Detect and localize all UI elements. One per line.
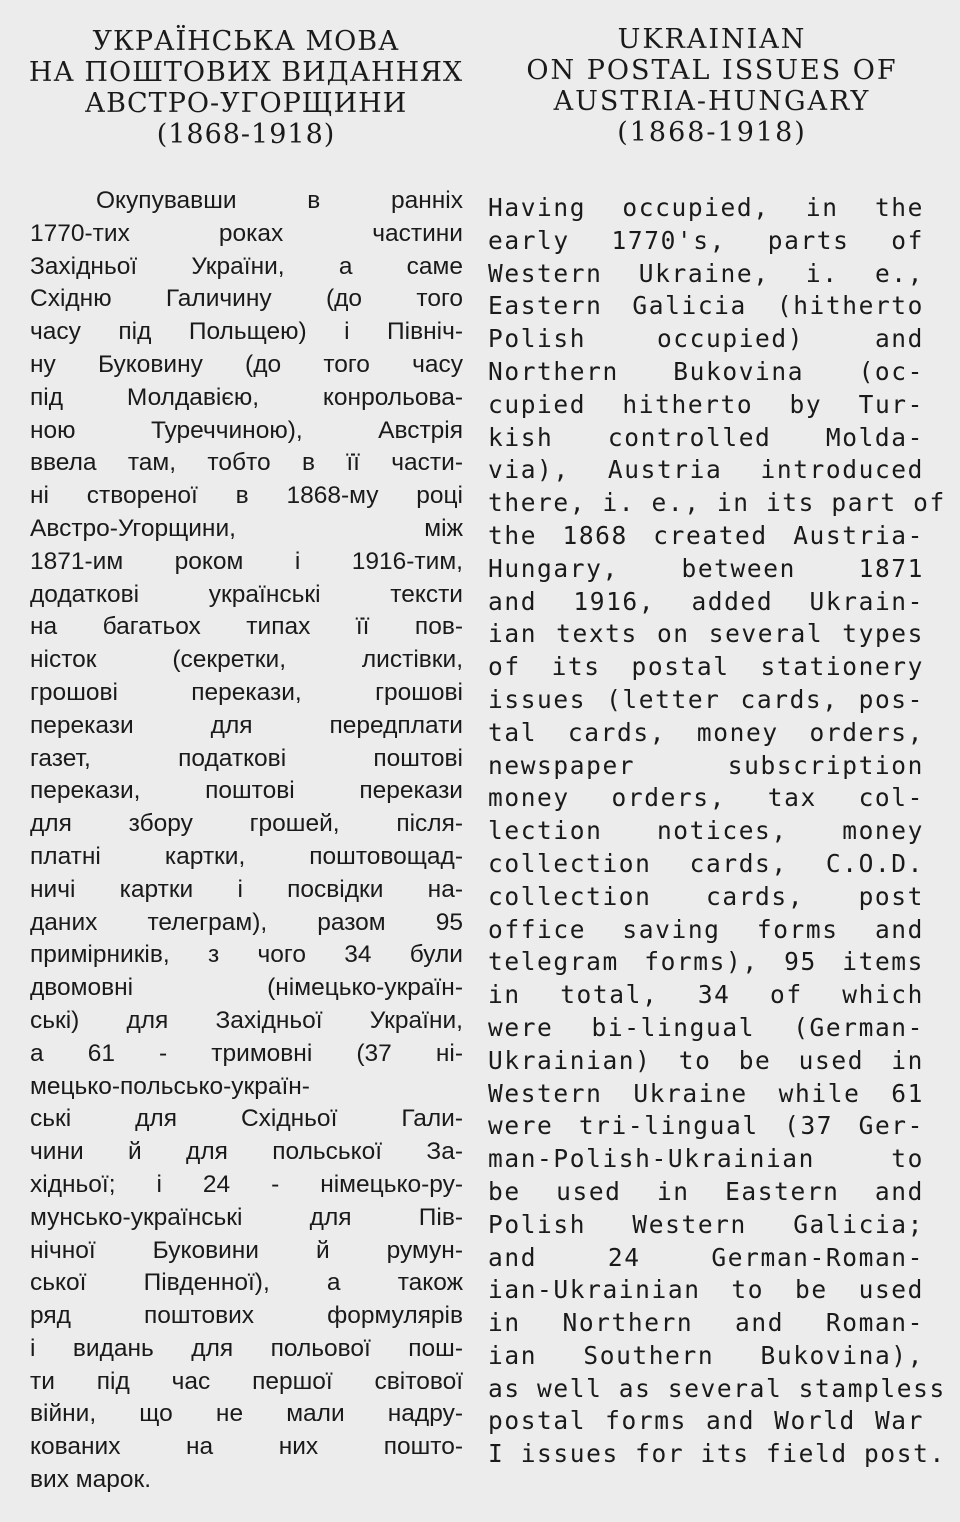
text-line: as well as several stampless (488, 1373, 946, 1403)
text-line: грошові перекази, грошові (30, 678, 463, 706)
text-line: I issues for its field post. (488, 1439, 946, 1469)
english-title-line: ON POSTAL ISSUES OF (526, 55, 898, 86)
text-line: ничі картки і посвідки на- (30, 875, 463, 903)
text-line: 1871-им роком і 1916-тим, (30, 547, 463, 575)
text-line: Hungary, between 1871 (488, 553, 924, 583)
text-line: ian-Ukrainian to be used (488, 1275, 924, 1305)
text-line: man-Polish-Ukrainian to (488, 1144, 924, 1174)
ukrainian-title-line: НА ПОШТОВИХ ВИДАННЯХ (28, 57, 464, 88)
text-line: newspaper subscription (488, 750, 924, 780)
text-line: cupied hitherto by Tur- (488, 389, 924, 419)
ukrainian-title-line: АВСТРО-УГОРЩИНИ (84, 88, 408, 119)
ukrainian-title-line: УКРАЇНСЬКА МОВА (92, 26, 400, 57)
text-line: під Молдавією, конрольова- (30, 383, 463, 411)
text-line: перекази, поштові перекази (30, 777, 463, 805)
text-line: ської Південної), а також (30, 1269, 463, 1297)
text-line: Eastern Galicia (hitherto (488, 291, 924, 321)
text-line: ні створеної в 1868-му році (30, 482, 463, 510)
english-column (482, 0, 946, 1469)
text-line: Polish Western Galicia; (488, 1209, 924, 1239)
text-line: of its postal stationery (488, 652, 924, 682)
text-line: війни, що не мали надру- (30, 1400, 463, 1428)
text-line: даних телеграм), разом 95 (30, 908, 463, 936)
text-line: were tri-lingual (37 Ger- (488, 1111, 924, 1141)
text-line: нічної Буковини й румун- (30, 1236, 463, 1264)
text-line: the 1868 created Austria- (488, 520, 924, 550)
text-line: Австро-Угорщини, між (30, 514, 463, 542)
text-line: telegram forms), 95 items (488, 947, 924, 977)
text-line: lection notices, money (488, 816, 924, 846)
text-line: were bi-lingual (German- (488, 1012, 924, 1042)
text-line: ські) для Західньої України, (30, 1006, 463, 1034)
english-title-line: UKRAINIAN (617, 24, 807, 55)
text-line: Polish occupied) and (488, 324, 924, 354)
english-body-text (488, 192, 946, 1471)
text-line: office saving forms and (488, 914, 924, 944)
ukrainian-title-years: (1868-1918) (156, 119, 336, 150)
text-line: додаткові українські тексти (30, 580, 463, 608)
text-line: мунсько-українські для Пів- (30, 1203, 463, 1231)
text-line: чини й для польської За- (30, 1138, 463, 1166)
text-line: Ukrainian) to be used in (488, 1045, 924, 1075)
text-line: Western Ukraine while 61 (488, 1078, 924, 1108)
text-line: ian Southern Bukovina), (488, 1340, 924, 1370)
text-line: Western Ukraine, i. e., (488, 258, 924, 288)
english-title (482, 0, 942, 148)
text-line: а 61 - тримовні (37 ні- (30, 1039, 463, 1067)
english-title-years: (1868-1918) (617, 117, 807, 148)
text-line: ну Буковину (до того часу (30, 350, 463, 378)
text-line: Окупувавши в ранніх (96, 187, 463, 214)
text-line: ністок (секретки, листівки, (30, 646, 463, 674)
text-line: 1770-тих роках частини (30, 219, 463, 247)
text-line: часу під Польщею) і Північ- (30, 318, 463, 346)
text-line: платні картки, поштовощад- (30, 842, 463, 870)
text-line: Східню Галичину (до того (30, 285, 463, 313)
text-line: на багатьох типах її пов- (30, 613, 463, 641)
ukrainian-column (22, 0, 470, 1494)
text-line: collection cards, post (488, 881, 924, 911)
text-line: примірників, з чого 34 були (30, 941, 463, 969)
text-line: collection cards, C.O.D. (488, 848, 924, 878)
text-line: Західньої України, а саме (30, 252, 463, 280)
text-line: Having occupied, in the (488, 193, 924, 222)
text-line: і видань для польової пош- (30, 1334, 463, 1362)
text-line: хідньої; і 24 - німецько-ру- (30, 1170, 463, 1198)
text-line: ряд поштових формулярів (30, 1302, 463, 1330)
ukrainian-body-text (30, 185, 463, 1497)
text-line: tal cards, money orders, (488, 717, 924, 747)
text-line: in Northern and Roman- (488, 1308, 924, 1338)
text-line: ввела там, тобто в її части- (30, 449, 463, 477)
text-line: issues (letter cards, pos- (488, 684, 924, 714)
text-line: money orders, tax col- (488, 783, 924, 813)
text-line: Northern Bukovina (oc- (488, 356, 924, 386)
text-line: ські для Східньої Гали- (30, 1105, 463, 1133)
text-line: ти під час першої світової (30, 1367, 463, 1395)
english-title-line: AUSTRIA-HUNGARY (553, 86, 871, 117)
text-line: kish controlled Molda- (488, 422, 924, 452)
text-line: ian texts on several types (488, 619, 924, 649)
text-line: early 1770's, parts of (488, 225, 924, 255)
text-line: be used in Eastern and (488, 1176, 924, 1206)
text-line: газет, податкові поштові (30, 744, 463, 772)
text-line: via), Austria introduced (488, 455, 924, 485)
text-line: ною Туреччиною), Австрія (30, 416, 463, 444)
text-line: in total, 34 of which (488, 980, 924, 1010)
text-line: вих марок. (30, 1466, 152, 1494)
text-line: перекази для передплати (30, 711, 463, 739)
text-line: there, i. e., in its part of (488, 488, 946, 518)
ukrainian-title (22, 0, 470, 150)
text-line: для збору грошей, після- (30, 810, 463, 838)
text-line: двомовні (німецько-україн- (30, 974, 463, 1002)
text-line: мецько-польсько-україн- (30, 1072, 310, 1100)
text-line: and 1916, added Ukrain- (488, 586, 924, 616)
text-line: кованих на них пошто- (30, 1433, 463, 1461)
text-line: postal forms and World War (488, 1406, 924, 1436)
text-line: and 24 German-Roman- (488, 1242, 924, 1272)
